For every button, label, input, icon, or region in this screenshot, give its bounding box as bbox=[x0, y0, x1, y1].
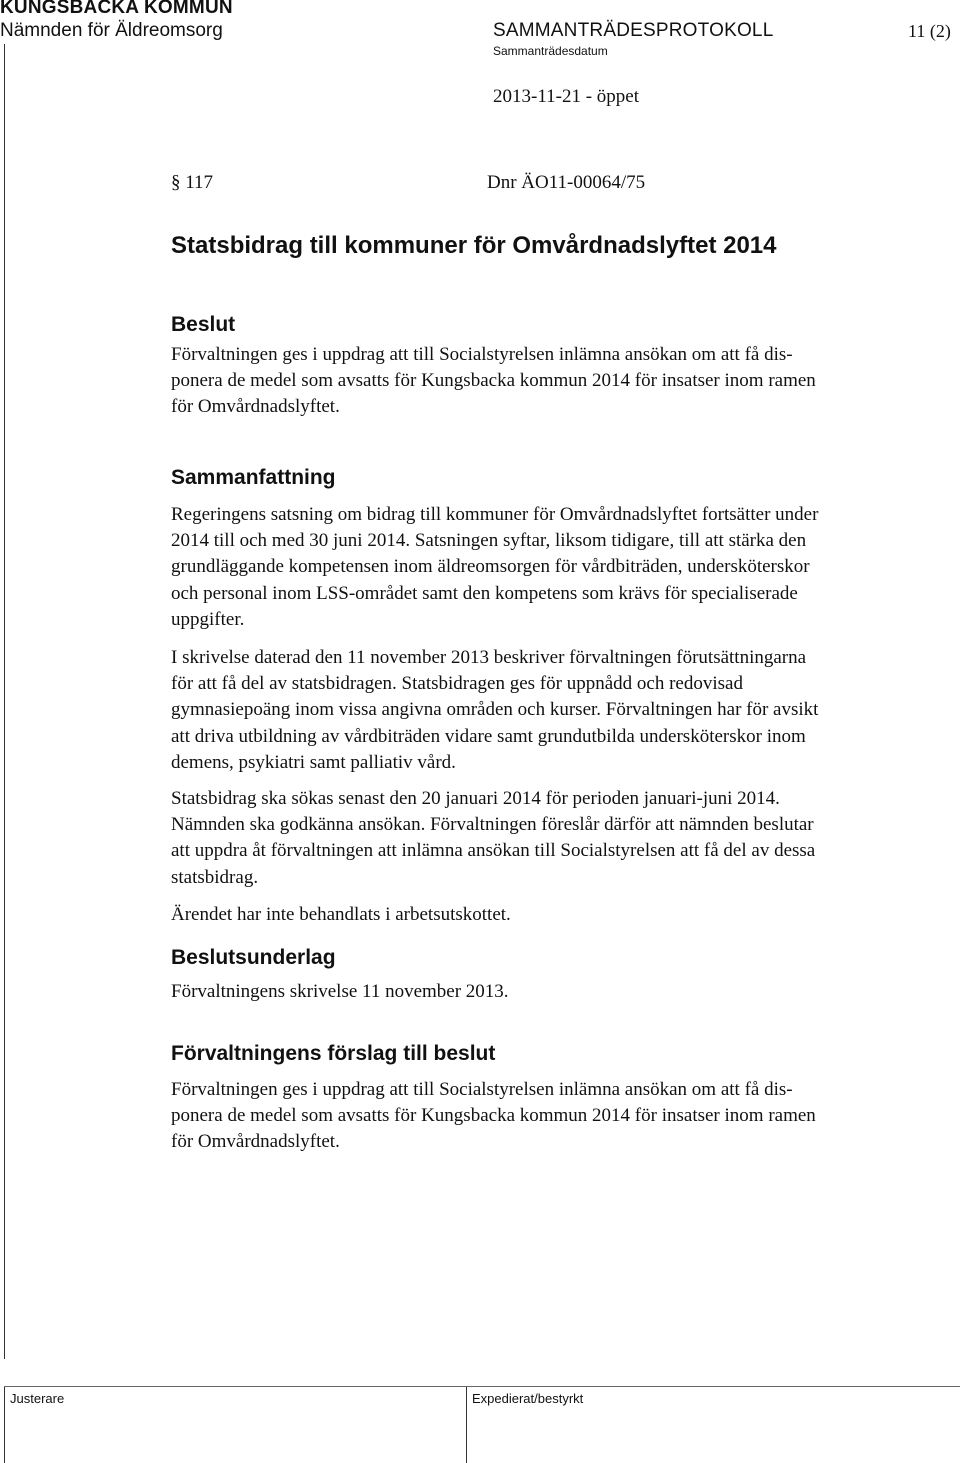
text-line: Ärendet har inte behandlats i arbetsutskottet. bbox=[171, 904, 511, 925]
forslag-paragraph bbox=[171, 1077, 941, 1156]
beslut-paragraph bbox=[171, 342, 941, 421]
meeting-date-value: 2013-11-21 - öppet bbox=[493, 86, 639, 107]
footer-rule bbox=[4, 1386, 960, 1387]
heading-beslut: Beslut bbox=[171, 313, 236, 336]
text-line: Statsbidrag ska sökas senast den 20 januari 2014 för perioden januari-juni 2014. bbox=[171, 788, 780, 809]
text-line: för Omvårdnadslyftet. bbox=[171, 396, 340, 418]
text-line: och personal inom LSS-området samt den kompetens som krävs för specialiserade bbox=[171, 582, 798, 604]
text-line: ponera de medel som avsatts för Kungsbacka kommun 2014 för insatser inom ramen bbox=[171, 370, 816, 392]
item-title: Statsbidrag till kommuner för Omvårdnadslyftet 2014 bbox=[171, 232, 777, 259]
justerare-label: Justerare bbox=[10, 1391, 65, 1406]
text-line: Förvaltningen ges i uppdrag att till Socialstyrelsen inlämna ansökan om att få dis- bbox=[171, 1079, 793, 1100]
dnr-number: Dnr ÄO11-00064/75 bbox=[487, 172, 646, 193]
heading-sammanfattning: Sammanfattning bbox=[171, 466, 336, 489]
summary-paragraph bbox=[171, 645, 941, 776]
page-number: 11 (2) bbox=[908, 21, 951, 41]
committee-name: Nämnden för Äldreomsorg bbox=[0, 20, 223, 41]
beslutsunderlag-paragraph bbox=[171, 979, 941, 1005]
organization-name: KUNGSBACKA KOMMUN bbox=[0, 0, 233, 18]
text-line: 2014 till och med 30 juni 2014. Satsningen syftar, liksom tidigare, till att stärka den bbox=[171, 530, 807, 552]
text-line: Nämnden ska godkänna ansökan. Förvaltningen föreslår därför att nämnden beslutar bbox=[171, 814, 814, 836]
document-type: SAMMANTRÄDESPROTOKOLL bbox=[493, 20, 774, 41]
section-number: § 117 bbox=[171, 172, 214, 193]
text-line: statsbidrag. bbox=[171, 866, 259, 888]
footer-left-rule bbox=[4, 1387, 5, 1463]
expedierat-label: Expedierat/bestyrkt bbox=[472, 1391, 584, 1406]
text-line: demens, psykiatri samt palliativ vård. bbox=[171, 751, 456, 773]
meeting-date-label: Sammanträdesdatum bbox=[493, 44, 608, 58]
left-margin-rule bbox=[4, 44, 5, 1359]
text-line: gymnasiepoäng inom vissa angivna områden och kurser. Förvaltningen har för avsikt bbox=[171, 699, 819, 721]
text-line: för att få del av statsbidragen. Statsbidragen ges för uppnådd och redovisad bbox=[171, 673, 743, 695]
text-line: I skrivelse daterad den 11 november 2013 beskriver förvaltningen förutsättningarna bbox=[171, 647, 807, 668]
text-line: Förvaltningens skrivelse 11 november 2013. bbox=[171, 981, 509, 1002]
text-line: att uppdra åt förvaltningen att inlämna ansökan till Socialstyrelsen att få del av dessa bbox=[171, 840, 816, 862]
text-line: uppgifter. bbox=[171, 608, 245, 630]
text-line: grundläggande kompetensen inom äldreomsorgen för vårdbiträden, undersköterskor bbox=[171, 556, 810, 578]
text-line: att driva utbildning av vårdbiträden vidare samt grundutbilda undersköterskor inom bbox=[171, 725, 806, 747]
text-line: Förvaltningen ges i uppdrag att till Socialstyrelsen inlämna ansökan om att få dis- bbox=[171, 344, 793, 365]
footer-divider bbox=[466, 1387, 467, 1463]
summary-paragraph bbox=[171, 902, 941, 928]
summary-paragraph bbox=[171, 786, 941, 891]
text-line: ponera de medel som avsatts för Kungsbacka kommun 2014 för insatser inom ramen bbox=[171, 1105, 816, 1127]
text-line: för Omvårdnadslyftet. bbox=[171, 1131, 340, 1153]
text-line: Regeringens satsning om bidrag till kommuner för Omvårdnadslyftet fortsätter under bbox=[171, 504, 819, 525]
heading-beslutsunderlag: Beslutsunderlag bbox=[171, 946, 336, 969]
summary-paragraph bbox=[171, 502, 941, 633]
heading-forslag: Förvaltningens förslag till beslut bbox=[171, 1042, 496, 1065]
